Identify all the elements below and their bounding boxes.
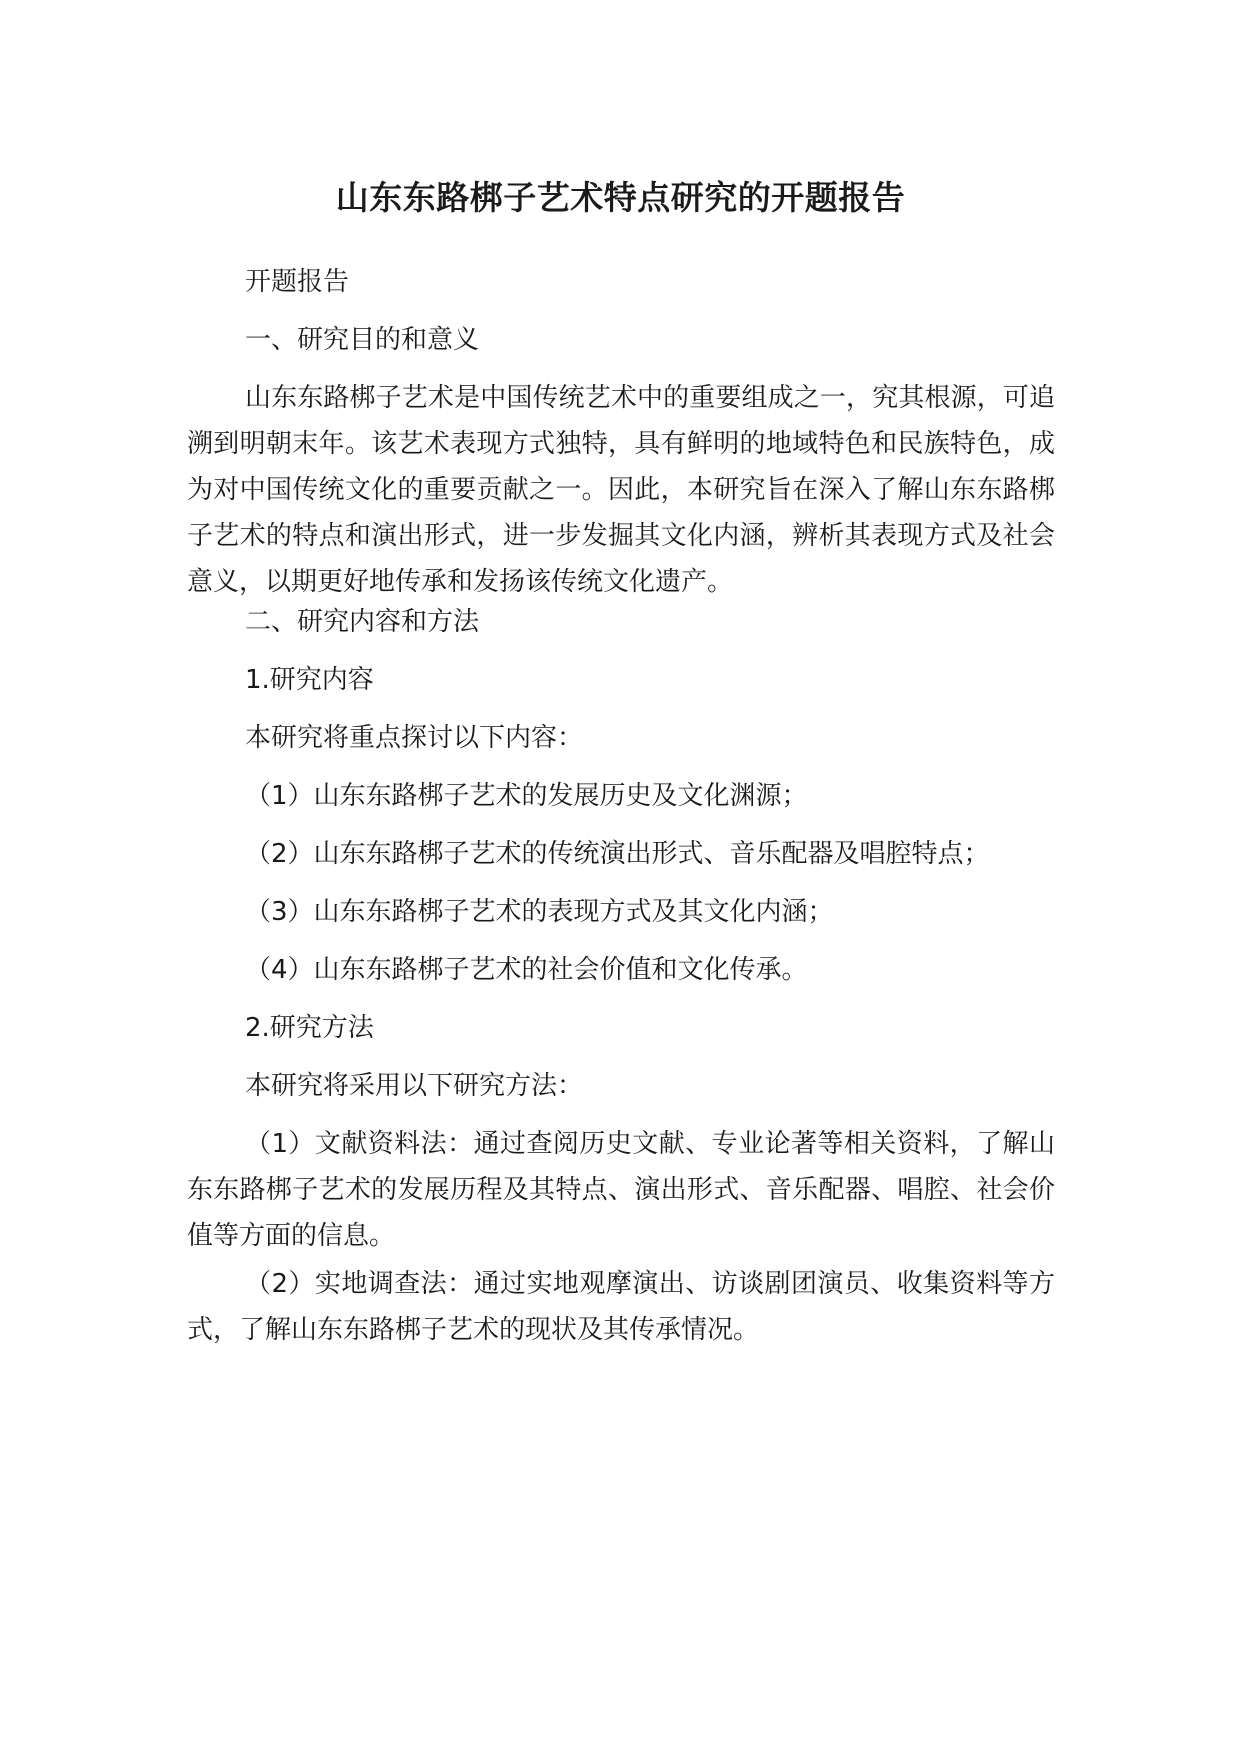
list-item-content-4: （4）山东东路梆子艺术的社会价值和文化传承。 [245,955,808,985]
paragraph-purpose-body: 山东东路梆子艺术是中国传统艺术中的重要组成之一，究其根源，可追溯到明朝末年。该艺术表现方式独特，具有鲜明的地域特色和民族特色，成为对中国传统文化的重要贡献之一。因此，本研究旨在深入了解山东东路梆子艺术的特点和演出形式，进一步发掘其文化内涵，辨析其表现方式及社会意义，以期更好地传承和发扬该传统文化遗产。 [187,383,1055,597]
subheading-research-content: 1.研究内容 [245,665,374,695]
list-item-method-2: （2）实地调查法：通过实地观摩演出、访谈剧团演员、收集资料等方式，了解山东东路梆子艺术的现状及其传承情况。 [187,1269,1055,1345]
list-item-content-2: （2）山东东路梆子艺术的传统演出形式、音乐配器及唱腔特点； [245,839,990,869]
list-item-content-1: （1）山东东路梆子艺术的发展历史及文化渊源； [245,781,808,811]
list-item-method-1: （1）文献资料法：通过查阅历史文献、专业论著等相关资料，了解山东东路梆子艺术的发展历程及其特点、演出形式、音乐配器、唱腔、社会价值等方面的信息。 [187,1129,1055,1251]
paragraph-content-intro: 本研究将重点探讨以下内容： [245,723,584,753]
paragraph-heading-report: 开题报告 [245,267,350,297]
subheading-research-method: 2.研究方法 [245,1013,374,1043]
section-heading-purpose: 一、研究目的和意义 [245,325,480,355]
list-item-content-3: （3）山东东路梆子艺术的表现方式及其文化内涵； [245,897,834,927]
document-title: 山东东路梆子艺术特点研究的开题报告 [335,178,906,217]
paragraph-method-intro: 本研究将采用以下研究方法： [245,1071,584,1101]
section-heading-content-method: 二、研究内容和方法 [245,607,480,637]
